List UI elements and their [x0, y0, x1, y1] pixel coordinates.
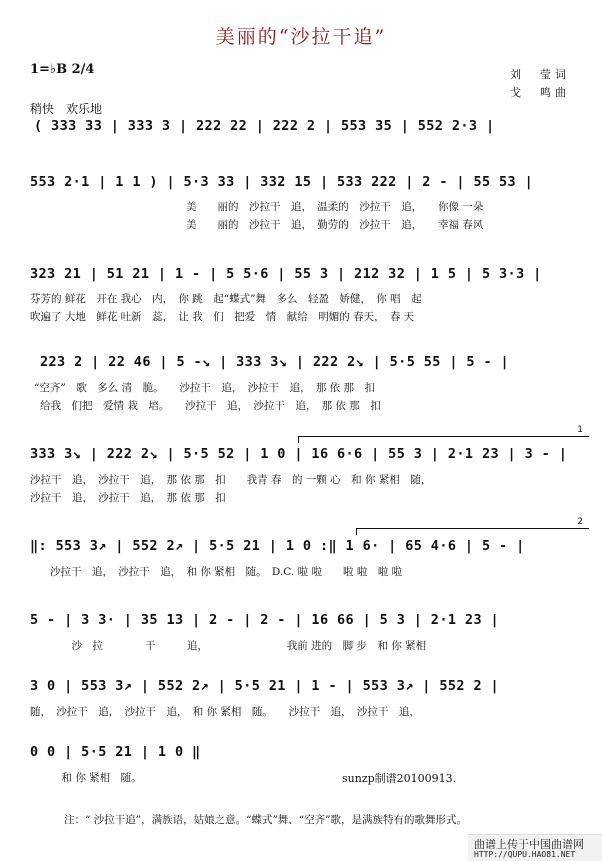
lyric-line: 沙 拉 干 追， 我前 进的 脚 步 和 你 紧相: [40, 640, 427, 652]
lyric-line: 随， 沙拉干 追， 沙拉干 追， 和 你 紧相 随。 沙拉干 追， 沙拉干 追，: [30, 706, 420, 718]
key-signature: 1=♭B 2/4: [30, 62, 95, 77]
lyric-line: 美 丽的 沙拉干 追， 温柔的 沙拉干 追， 你像 一朵: [186, 201, 484, 213]
second-ending-bracket: [356, 517, 589, 535]
lyric-line: 吹遍了 大地 鲜花 吐新 蕊， 让 我 们 把爱 情 献给 明媚的 春天， 春 天: [30, 311, 415, 323]
lyric-line: 美 丽的 沙拉干 追， 勤劳的 沙拉干 追， 幸福 春风: [186, 219, 484, 231]
lyricist-credit: 刘 莹词: [510, 68, 570, 81]
notation-row: 223 2 | 22 46 | 5 -↘ | 333 3↘ | 222 2↘ | 5·5 55 | 5 - |: [40, 354, 510, 370]
lyric-line: “空齐” 歌 多么 清 脆。 沙拉干 追， 沙拉干 追， 那 依 那 扣: [34, 382, 375, 394]
first-ending-bracket: [298, 425, 589, 443]
score-credit: sunzp制谱20100913.: [342, 772, 457, 785]
notation-row: 553 2·1 | 1 1 ) | 5·3 33 | 332 15 | 533 222 | 2 - | 55 53 |: [30, 174, 534, 190]
lyric-line: 沙拉干 追， 沙拉干 追， 那 依 那 扣: [30, 492, 226, 504]
notation-row: 323 21 | 51 21 | 1 - | 5 5·6 | 55 3 | 212 32 | 1 5 | 5 3·3 |: [30, 266, 542, 282]
watermark-text: 曲谱上传于中国曲谱网: [474, 838, 584, 851]
lyric-line: 芬芳的 鲜花 开在 我心 内， 你 跳 起“蝶式”舞 多么 轻盈 娇健， 你 唱 起: [30, 293, 422, 305]
first-ending-number: 1: [577, 425, 583, 435]
notation-row: 0 0 | 5·5 21 | 1 0 ‖: [30, 744, 201, 760]
notation-row: 333 3↘ | 222 2↘ | 5·5 52 | 1 0 | 16 6·6 | 55 3 | 2·1 23 | 3 - |: [30, 446, 568, 462]
composer-credit: 戈 鸣曲: [510, 86, 570, 99]
lyric-line: 沙拉干 追， 沙拉干 追， 那 依 那 扣 我青 春 的 一颗 心 和 你 紧相 随，: [30, 474, 432, 486]
lyric-line: 和 你 紧相 随。: [30, 772, 142, 784]
lyric-line: 给我 们把 爱情 栽 培。 沙拉干 追， 沙拉干 追， 那 依 那 扣: [40, 400, 381, 412]
notation-row: ( 333 33 | 333 3 | 222 22 | 222 2 | 553 35 | 552 2·3 |: [34, 118, 495, 134]
second-ending-number: 2: [577, 517, 583, 527]
notation-row: 3 0 | 553 3↗ | 552 2↗ | 5·5 21 | 1 - | 553 3↗ | 552 2 |: [30, 678, 500, 694]
song-title: 美丽的“沙拉干追”: [215, 26, 387, 48]
footnote: 注：“ 沙拉干追”，满族语，姑娘之意。“蝶式”舞、“空齐”歌，是满族特有的歌舞形式。: [64, 814, 468, 826]
lyric-line: 沙拉干 追， 沙拉干 追， 和 你 紧相 随。 D.C. 啦 啦 啦 啦 啦 啦: [50, 566, 403, 578]
watermark-url: HTTP://QUPU.HAO81.NET: [474, 850, 576, 859]
tempo-marking: 稍快 欢乐地: [30, 102, 103, 116]
notation-row: ‖: 553 3↗ | 552 2↗ | 5·5 21 | 1 0 :‖ 1 6· | 65 4·6 | 5 - |: [30, 538, 525, 554]
notation-row: 5 - | 3 3· | 35 13 | 2 - | 2 - | 16 66 | 5 3 | 2·1 23 |: [30, 612, 500, 628]
